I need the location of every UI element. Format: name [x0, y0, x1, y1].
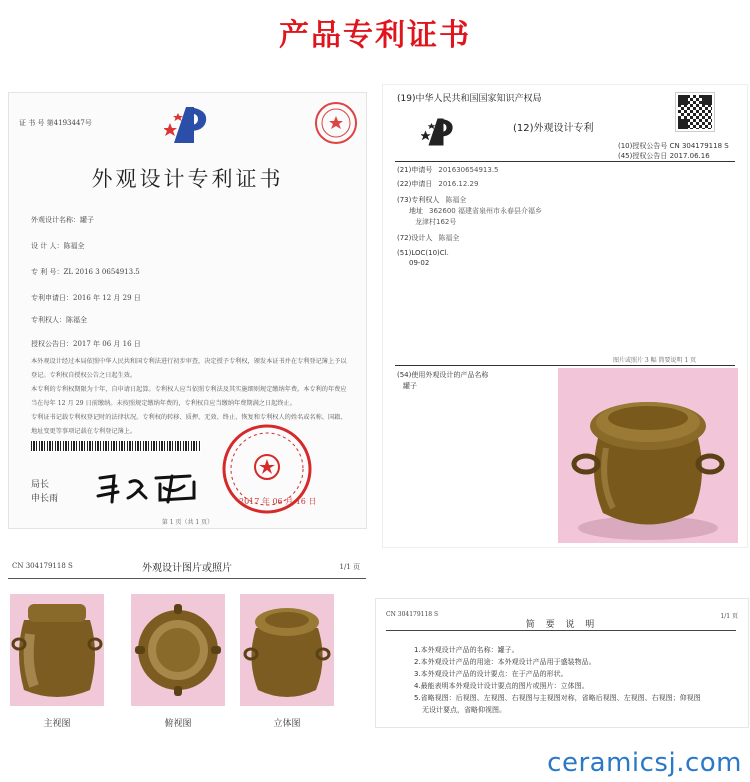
product-name: 罐子 [403, 382, 417, 390]
cert-field-filing-date: 专利申请日：2016 年 12 月 29 日 [31, 294, 141, 302]
ann-field-address: 地址 362600 福建省泉州市永春县介福乡 [409, 207, 542, 215]
perspective-view-photo [240, 594, 334, 706]
brief-doc-no: CN 304179118 S [386, 611, 439, 618]
front-view-photo [10, 594, 104, 706]
jar-top-image [131, 594, 225, 706]
director-name: 申长雨 [31, 494, 59, 504]
divider [395, 161, 735, 162]
cert-page-footer: 第 1 页（共 1 页） [161, 519, 214, 526]
photo-strip-doc-no: CN 304179118 S [12, 562, 73, 570]
ann-field-address-line2: 龙津村162号 [415, 218, 457, 226]
brief-item: 3.本外观设计产品的设计要点：在于产品的形状。 [414, 670, 568, 678]
ann-field-patentee: (73)专利权人 陈福全 [397, 196, 467, 204]
product-photo [558, 368, 738, 543]
top-view-caption: 俯视图 [164, 719, 192, 729]
cert-heading: 外观设计专利证书 [91, 167, 284, 191]
front-view-caption: 主视图 [43, 719, 71, 729]
photo-strip-header [8, 558, 366, 578]
ann-field-loc: (51)LOC(10)Cl. [397, 249, 449, 257]
cert-field-design-name: 外观设计名称：罐子 [31, 216, 94, 224]
jar-image [558, 368, 738, 543]
announcement-org: (19)中华人民共和国国家知识产权局 [397, 94, 542, 104]
brief-description [375, 598, 749, 728]
cert-number: 证 书 号 第4193447号 [19, 119, 92, 127]
patent-announcement [382, 84, 748, 548]
ann-field-filing-date: (22)申请日 2016.12.29 [397, 180, 479, 188]
director-signature-icon [94, 468, 204, 508]
cert-field-patentee: 专利权人：陈福全 [31, 316, 87, 324]
ann-field-designer: (72)设计人 陈福全 [397, 234, 460, 242]
ann-field-loc-class: 09-02 [409, 259, 430, 267]
cert-field-designer: 设 计 人：陈福全 [31, 242, 85, 250]
jar-front-image [10, 594, 104, 706]
publication-number: (10)授权公告号 CN 304179118 S [618, 142, 729, 150]
brief-item: 4.最能表明本外观设计设计要点的图片或照片：立体图。 [414, 682, 589, 690]
divider [8, 578, 366, 579]
cert-paragraph: 本外观设计经过本局依照中华人民共和国专利法进行初步审查，决定授予专利权，颁发本证书并在专利登记簿上予以登记。专利权自授权公告之日起生效。 [31, 358, 347, 379]
director-title: 局长 [31, 480, 50, 490]
ann-field-application-no: (21)申请号 201630654913.5 [397, 166, 499, 174]
cert-field-patent-no: 专 利 号：ZL 2016 3 0654913.5 [31, 268, 140, 276]
cert-paragraph: 专利证书记载专利权登记时的法律状况。专利权的转移、质押、无效、终止、恢复和专利权人的姓名或名称、国籍、地址变更等事项记载在专利登记簿上。 [31, 414, 347, 435]
sipo-logo-icon [164, 103, 212, 147]
divider [386, 630, 736, 631]
top-view-photo [131, 594, 225, 706]
registration-seal-icon [314, 101, 358, 145]
sipo-logo-icon [421, 115, 457, 149]
patent-certificate [8, 92, 367, 529]
announcement-type: (12)外观设计专利 [513, 123, 594, 134]
barcode [31, 441, 201, 451]
seal-date: 2017 年 06 月 16 日 [239, 497, 317, 506]
photo-strip-page: 1/1 页 [339, 563, 360, 571]
site-watermark: ceramicsj.com [547, 748, 742, 778]
page-title: 产品专利证书 [279, 18, 471, 53]
brief-item: 2.本外观设计产品的用途：本外观设计产品用于盛装物品。 [414, 658, 596, 666]
announcement-caption: 图片或照片 3 幅 简要说明 1 页 [613, 357, 697, 364]
perspective-view-caption: 立体图 [273, 719, 301, 729]
brief-page: 1/1 页 [720, 613, 738, 620]
divider [395, 365, 735, 366]
brief-item: 无设计要点，省略仰视图。 [422, 706, 506, 714]
qr-code-icon [676, 93, 714, 131]
publication-date: (45)授权公告日 2017.06.16 [618, 152, 710, 160]
cert-paragraph: 本专利的专利权期限为十年，自申请日起算。专利权人应当依照专利法及其实施细则规定缴纳年费。本专利的年费应当在每年 12 月 29 日前缴纳。未按照规定缴纳年费的，专利权自应当缴纳年费期满之日起终止。 [31, 386, 347, 407]
brief-title: 简 要 说 明 [525, 620, 599, 630]
jar-perspective-image [240, 594, 334, 706]
brief-item: 1.本外观设计产品的名称：罐子。 [414, 646, 519, 654]
cert-field-grant-date: 授权公告日：2017 年 06 月 16 日 [31, 340, 141, 348]
brief-item: 5.省略视图：后视图、左视图、右视图与主视图对称，省略后视图、左视图、右视图；仰视图 [414, 694, 701, 702]
product-name-label: (54)使用外观设计的产品名称 [397, 371, 489, 379]
photo-strip-heading: 外观设计图片或照片 [142, 563, 232, 574]
